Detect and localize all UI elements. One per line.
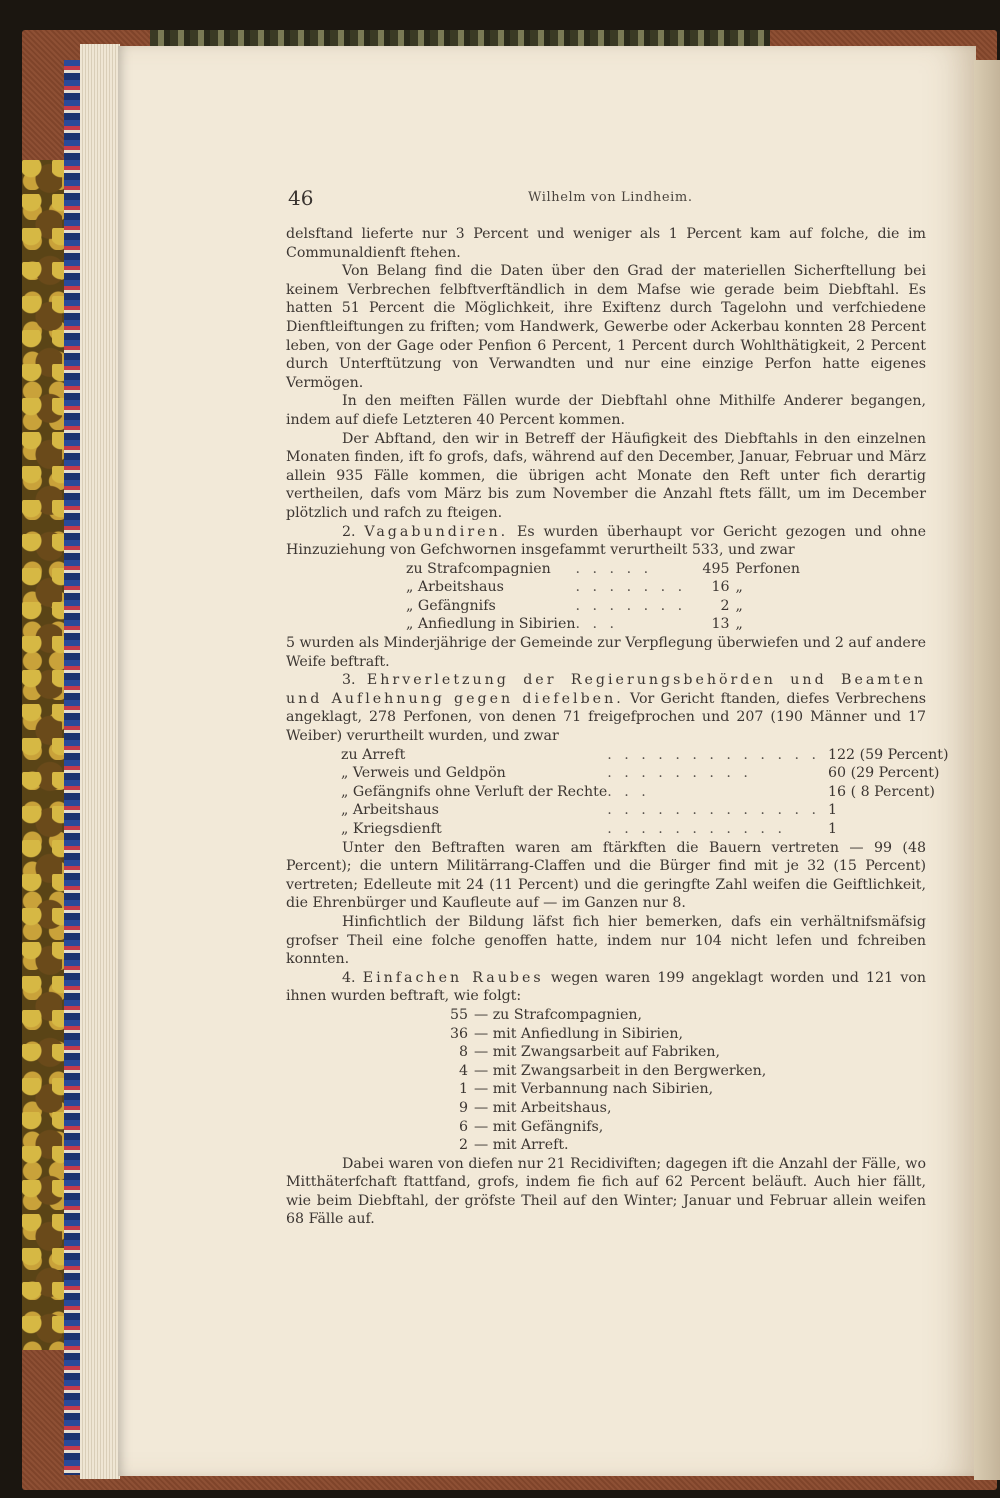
row-value: 122 (59 Percent) — [828, 746, 949, 763]
paragraph: 5 wurden als Minderjährige der Gemeinde zur Verpflegung überwiefen und 2 auf andere Weife beftraft. — [286, 635, 926, 670]
row-text: — mit Zwangsarbeit auf Fabriken, — [474, 1044, 721, 1061]
row-label: „ Gefängnifs — [406, 597, 496, 614]
section-text: Vor Gericht ftanden, diefes Verbrechens angeklagt, 278 Perfonen, von denen 71 freigefprochen und 207 (190 Männer und 17 Weiber) verurtheilt wurden, und zwar — [286, 690, 926, 745]
row-label: „ Verweis und Geldpön — [341, 765, 506, 782]
paragraph: delsftand lieferte nur 3 Percent und weniger als 1 Percent kam auf folche, die im Communaldienft ftehen. — [286, 226, 926, 261]
row-value: 1 — [828, 821, 838, 837]
row-label: „ Arbeitshaus — [406, 579, 504, 596]
section-heading: Vagabundiren. — [364, 523, 509, 540]
table-row — [341, 783, 949, 802]
section-heading: Einfachen Raubes — [362, 969, 544, 986]
table-row — [446, 1118, 766, 1137]
table-row — [341, 764, 949, 783]
table-row — [341, 820, 949, 839]
row-value: 2 — [720, 597, 730, 614]
marbled-endpaper — [22, 160, 70, 1350]
table-row — [406, 597, 800, 616]
paragraph: Der Abftand, den wir in Betreff der Häufigkeit des Diebftahls in den einzelnen Monaten finden, ift fo grofs, dafs, während auf den December, Januar, Februar und März allein 935 Fälle kommen, die übrigen acht Monate den Reft unter fich derartig vertheilen, dafs vom März bis zum November die Anzahl ftets fällt, um im December plötzlich und rafch zu fteigen. — [286, 430, 926, 521]
row-text: — mit Arreft. — [474, 1137, 569, 1154]
row-value: 1 — [458, 1081, 468, 1098]
running-head: Wilhelm von Lindheim. — [528, 190, 693, 205]
section-text: Es wurden überhaupt vor Gericht gezogen und ohne Hinzuziehung von Gefchwornen insgefammt verurtheilt 533, und zwar — [286, 523, 927, 559]
row-unit: „ — [735, 597, 743, 614]
row-dots: . . . . . — [575, 560, 653, 577]
paragraph: Dabei waren von diefen nur 21 Recidiviften; dagegen ift die Anzahl der Fälle, wo Mitthäterfchaft ftattfand, grofs, indem fie fich auf 62 Percent beläuft. Auch hier fällt, wie beim Diebftahl, der gröfste Theil auf den Winter; Januar und Februar allein weifen 68 Fälle auf. — [286, 1155, 926, 1228]
section-number: 3. — [342, 672, 356, 689]
row-value: 495 — [702, 560, 730, 577]
paragraph: Unter den Beftraften waren am ftärkften die Bauern vertreten — 99 (48 Percent); die untern Militärrang-Claffen und die Bürger find mit je 32 (15 Percent) vertreten; Edelleute mit 24 (11 Percent) und die geringfte Zahl weifen die Geiftlichkeit, die Ehrenbürger und Kaufleute auf — im Ganzen nur 8. — [286, 839, 926, 912]
row-text: — zu Strafcompagnien, — [474, 1006, 643, 1023]
table-raub — [446, 1006, 766, 1155]
top-binding-strip — [150, 30, 770, 46]
row-dots: . . . . . . . . . . . — [607, 821, 786, 837]
row-dots: . . . — [607, 783, 650, 800]
row-value: 6 — [458, 1118, 468, 1135]
row-dots: . . . . . . . — [575, 579, 687, 596]
row-dots: . . . . . . . — [575, 597, 687, 614]
row-value: 2 — [458, 1137, 468, 1154]
page-number: 46 — [288, 186, 314, 210]
table-row — [341, 746, 949, 765]
row-value: 1 — [828, 802, 838, 819]
row-dots: . . . . . . . . . . . . . — [607, 802, 820, 819]
row-dots: . . . . . . . . . — [607, 765, 752, 782]
row-value: 8 — [458, 1044, 468, 1061]
row-unit: „ — [735, 579, 743, 596]
row-value: 16 ( 8 Percent) — [828, 783, 935, 800]
table-row — [446, 1099, 766, 1118]
section-number: 4. — [342, 969, 356, 986]
table-row — [446, 1025, 766, 1044]
row-label: zu Arreft — [341, 746, 406, 763]
paragraph: In den meiften Fällen wurde der Diebftahl ohne Mithilfe Anderer begangen, indem auf diefe Letzteren 40 Percent kommen. — [286, 393, 926, 428]
table-row — [406, 560, 800, 579]
section-heading: Ehrverletzung der Regierungsbehörden und Beamten und Auflehnung gegen diefelben. — [286, 672, 926, 707]
table-row — [341, 801, 949, 820]
paragraph: Von Belang find die Daten über den Grad der materiellen Sicherftellung bei keinem Verbrechen felbftverftändlich in dem Mafse wie gerade beim Diebftahl. Es hatten 51 Percent die Möglichkeit, ihre Exiftenz durch Tagelohn und verfchiedene Dienftleiftungen zu friften; vom Handwerk, Gewerbe oder Ackerbau konnten 28 Percent leben, von der Gage oder Penfion 6 Percent, 1 Percent durch Wohlthätigkeit, 2 Percent durch Unterftützung von Verwandten und nur eine einzige Perfon hatte eigenes Vermögen. — [286, 263, 926, 391]
table-vagabundiren — [406, 560, 800, 634]
table-ehrverletzung — [341, 746, 949, 839]
table-row — [446, 1043, 766, 1062]
section-number: 2. — [342, 523, 356, 540]
table-row — [406, 615, 800, 634]
row-unit: „ — [735, 616, 743, 633]
row-text: — mit Anfiedlung in Sibirien, — [474, 1025, 684, 1042]
row-dots: . . . — [575, 616, 619, 633]
row-value: 9 — [458, 1099, 468, 1116]
row-label: „ Gefängnifs ohne Verluft der Rechte — [341, 783, 608, 800]
row-label: „ Kriegsdienft — [341, 821, 442, 837]
row-value: 4 — [458, 1062, 468, 1079]
page-body — [286, 225, 949, 1229]
row-text: — mit Arbeitshaus, — [474, 1099, 612, 1116]
row-label: zu Strafcompagnien — [406, 560, 551, 577]
row-label: „ Arbeitshaus — [341, 802, 439, 819]
page-fore-edge — [974, 60, 1000, 1480]
row-text: — mit Gefängnifs, — [474, 1118, 604, 1135]
row-value: 16 — [711, 579, 730, 596]
row-text: — mit Verbannung nach Sibirien, — [474, 1081, 714, 1098]
row-value: 60 (29 Percent) — [828, 765, 940, 782]
section-vagabundiren — [286, 523, 926, 560]
page-header — [288, 186, 928, 210]
page-stack-edge — [80, 44, 120, 1479]
table-row — [406, 578, 800, 597]
row-text: — mit Zwangsarbeit in den Bergwerken, — [474, 1062, 767, 1079]
row-value: 13 — [711, 616, 730, 633]
paragraph: Hinfichtlich der Bildung läfst fich hier bemerken, dafs ein verhältnifsmäfsig grofser Theil eine folche genoffen hatte, indem nur 104 nicht lefen und fchreiben konnten. — [286, 913, 926, 968]
section-text: wegen waren 199 angeklagt worden und 121 von ihnen wurden beftraft, wie folgt: — [286, 969, 927, 1005]
marbled-edge — [64, 60, 80, 1475]
row-dots: . . . . . . . . . . . . . — [607, 746, 820, 763]
section-raub — [286, 969, 926, 1006]
row-value: 36 — [449, 1025, 468, 1042]
section-ehrverletzung — [286, 671, 926, 745]
table-row — [446, 1136, 766, 1155]
table-row — [446, 1062, 766, 1081]
table-row — [446, 1080, 766, 1099]
table-row — [446, 1006, 766, 1025]
row-label: „ Anfiedlung in Sibirien — [406, 616, 576, 633]
row-unit: Perfonen — [735, 560, 801, 577]
row-value: 55 — [449, 1006, 468, 1023]
